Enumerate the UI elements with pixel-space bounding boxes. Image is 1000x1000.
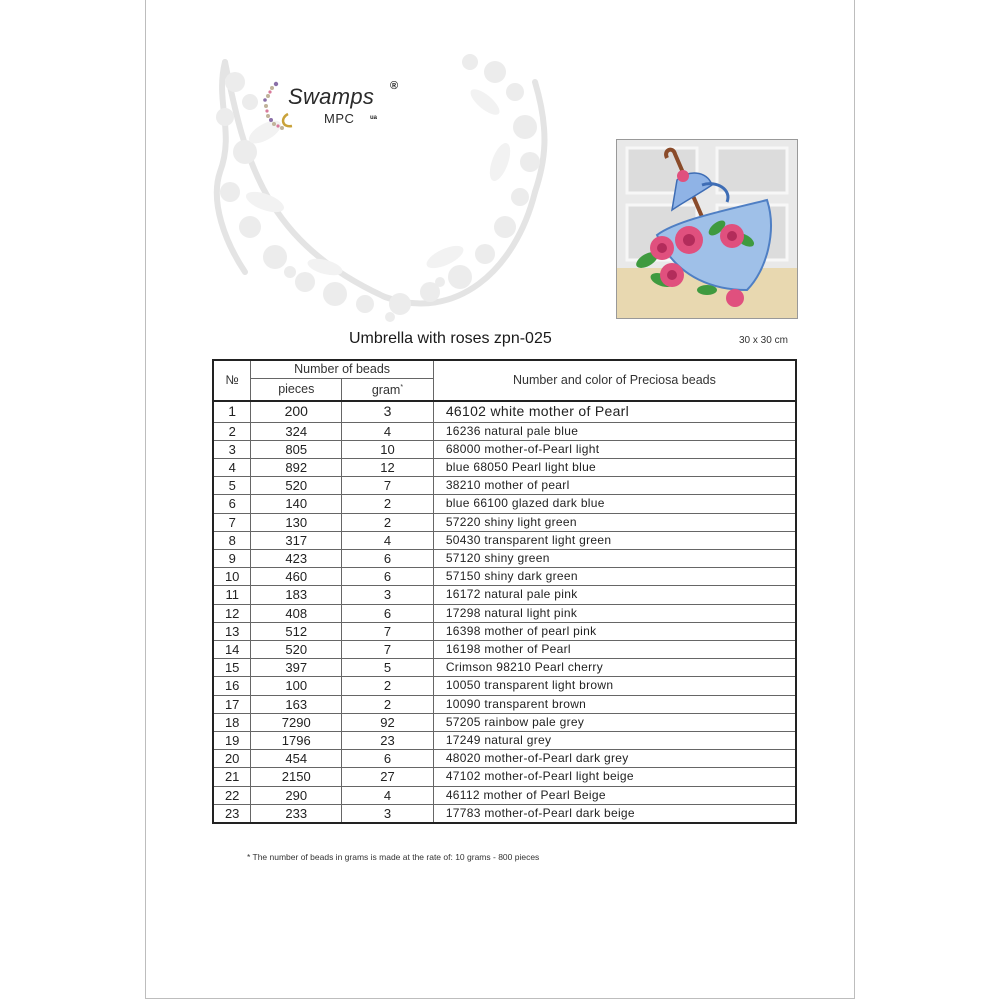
row-color: 68000 mother-of-Pearl light [433, 440, 796, 458]
row-pieces: 324 [251, 422, 342, 440]
table-row [213, 549, 796, 567]
row-number: 14 [213, 641, 251, 659]
pattern-preview-image [616, 139, 798, 319]
row-color: 17783 mother-of-Pearl dark beige [433, 804, 796, 823]
row-number: 16 [213, 677, 251, 695]
row-number: 8 [213, 531, 251, 549]
row-gram: 10 [342, 440, 434, 458]
row-gram: 4 [342, 531, 434, 549]
row-color: Crimson 98210 Pearl cherry [433, 659, 796, 677]
row-gram: 2 [342, 677, 434, 695]
row-number: 5 [213, 477, 251, 495]
row-gram: 3 [342, 586, 434, 604]
row-pieces: 408 [251, 604, 342, 622]
bead-rows [213, 401, 796, 823]
header-number: № [213, 360, 251, 401]
row-pieces: 130 [251, 513, 342, 531]
row-pieces: 163 [251, 695, 342, 713]
row-number: 11 [213, 586, 251, 604]
row-gram: 3 [342, 401, 434, 423]
row-gram: 7 [342, 477, 434, 495]
row-gram: 27 [342, 768, 434, 786]
umbrella-roses-illustration [617, 140, 797, 318]
table-row [213, 568, 796, 586]
table-row [213, 713, 796, 731]
logo-region: ua [370, 115, 378, 121]
row-pieces: 290 [251, 786, 342, 804]
row-number: 17 [213, 695, 251, 713]
table-row [213, 422, 796, 440]
row-color: 38210 mother of pearl [433, 477, 796, 495]
logo [262, 78, 410, 136]
row-color: 46102 white mother of Pearl [433, 401, 796, 423]
header-pieces: pieces [251, 379, 342, 401]
row-pieces: 200 [251, 401, 342, 423]
table-row [213, 440, 796, 458]
row-number: 18 [213, 713, 251, 731]
row-pieces: 892 [251, 458, 342, 476]
registered-mark: ® [390, 80, 399, 92]
header-number-of-beads: Number of beads [251, 360, 433, 379]
row-gram: 7 [342, 622, 434, 640]
row-number: 12 [213, 604, 251, 622]
table-row [213, 659, 796, 677]
row-pieces: 2150 [251, 768, 342, 786]
row-pieces: 317 [251, 531, 342, 549]
row-color: 50430 transparent light green [433, 531, 796, 549]
footnote: * The number of beads in grams is made at the rate of: 10 grams - 800 pieces [247, 852, 540, 862]
row-color: 10090 transparent brown [433, 695, 796, 713]
row-number: 9 [213, 549, 251, 567]
row-pieces: 805 [251, 440, 342, 458]
row-gram: 2 [342, 513, 434, 531]
row-color: 16172 natural pale pink [433, 586, 796, 604]
row-number: 21 [213, 768, 251, 786]
row-color: 57220 shiny light green [433, 513, 796, 531]
pattern-size: 30 x 30 cm [739, 335, 788, 346]
row-number: 19 [213, 732, 251, 750]
row-pieces: 233 [251, 804, 342, 823]
row-number: 13 [213, 622, 251, 640]
row-pieces: 454 [251, 750, 342, 768]
row-gram: 23 [342, 732, 434, 750]
pattern-title: Umbrella with roses zpn-025 [349, 330, 552, 347]
row-pieces: 100 [251, 677, 342, 695]
row-gram: 92 [342, 713, 434, 731]
row-number: 1 [213, 401, 251, 423]
row-number: 23 [213, 804, 251, 823]
row-number: 10 [213, 568, 251, 586]
table-row [213, 477, 796, 495]
table-row [213, 513, 796, 531]
row-pieces: 140 [251, 495, 342, 513]
table-row [213, 786, 796, 804]
row-gram: 6 [342, 604, 434, 622]
row-color: 16398 mother of pearl pink [433, 622, 796, 640]
row-number: 6 [213, 495, 251, 513]
row-pieces: 1796 [251, 732, 342, 750]
header-gram [342, 379, 434, 401]
table-row [213, 750, 796, 768]
row-number: 20 [213, 750, 251, 768]
row-gram: 6 [342, 750, 434, 768]
table-row [213, 604, 796, 622]
table-row [213, 732, 796, 750]
header-color: Number and color of Preciosa beads [433, 360, 796, 401]
row-gram: 6 [342, 568, 434, 586]
row-gram: 4 [342, 422, 434, 440]
table-row [213, 495, 796, 513]
row-color: blue 68050 Pearl light blue [433, 458, 796, 476]
row-gram: 5 [342, 659, 434, 677]
row-pieces: 520 [251, 641, 342, 659]
table-row [213, 531, 796, 549]
row-pieces: 183 [251, 586, 342, 604]
table-row [213, 641, 796, 659]
row-color: 57150 shiny dark green [433, 568, 796, 586]
logo-subtitle: MPC [324, 111, 355, 126]
row-number: 22 [213, 786, 251, 804]
row-color: 46112 mother of Pearl Beige [433, 786, 796, 804]
table-row [213, 804, 796, 823]
row-number: 15 [213, 659, 251, 677]
row-gram: 2 [342, 495, 434, 513]
table-row [213, 768, 796, 786]
row-color: 10050 transparent light brown [433, 677, 796, 695]
row-color: 17249 natural grey [433, 732, 796, 750]
table-row [213, 458, 796, 476]
row-number: 3 [213, 440, 251, 458]
row-number: 4 [213, 458, 251, 476]
row-gram: 4 [342, 786, 434, 804]
row-pieces: 423 [251, 549, 342, 567]
row-color: 16236 natural pale blue [433, 422, 796, 440]
row-pieces: 7290 [251, 713, 342, 731]
table-row [213, 677, 796, 695]
row-gram: 2 [342, 695, 434, 713]
row-pieces: 512 [251, 622, 342, 640]
row-color: 17298 natural light pink [433, 604, 796, 622]
row-gram: 6 [342, 549, 434, 567]
table-row [213, 622, 796, 640]
row-gram: 12 [342, 458, 434, 476]
row-color: 48020 mother-of-Pearl dark grey [433, 750, 796, 768]
row-gram: 7 [342, 641, 434, 659]
bead-table [212, 359, 797, 824]
table-row [213, 401, 796, 423]
header-gram-mark: * [400, 384, 404, 392]
table-row [213, 586, 796, 604]
row-pieces: 520 [251, 477, 342, 495]
logo-wordmark: Swamps [288, 84, 375, 109]
row-gram: 3 [342, 804, 434, 823]
row-color: 57120 shiny green [433, 549, 796, 567]
row-pieces: 460 [251, 568, 342, 586]
header-gram-label: gram [371, 383, 401, 398]
row-color: blue 66100 glazed dark blue [433, 495, 796, 513]
row-number: 7 [213, 513, 251, 531]
row-color: 57205 rainbow pale grey [433, 713, 796, 731]
row-number: 2 [213, 422, 251, 440]
row-color: 16198 mother of Pearl [433, 641, 796, 659]
row-color: 47102 mother-of-Pearl light beige [433, 768, 796, 786]
row-pieces: 397 [251, 659, 342, 677]
table-row [213, 695, 796, 713]
